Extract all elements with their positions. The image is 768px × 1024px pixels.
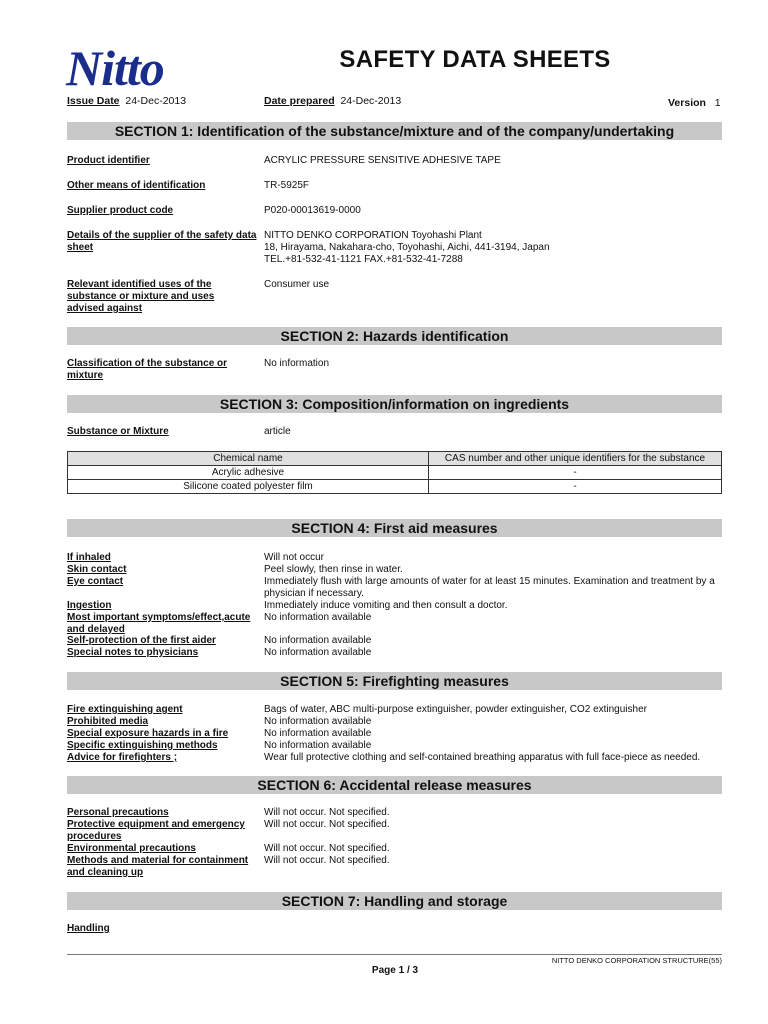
containment-methods-label: Methods and material for containment and cleaning up [67,855,249,878]
table-cell: Acrylic adhesive [68,466,429,480]
self-protection-value: No information available [264,635,372,646]
issue-date-label: Issue Date [67,95,120,107]
date-prepared-value: 24-Dec-2013 [340,95,402,107]
containment-methods-value: Will not occur. Not specified. [264,855,390,866]
inhaled-label: If inhaled [67,552,111,563]
table-row [68,480,722,494]
other-means-value: TR-5925F [264,180,310,191]
firefighter-advice-value: Wear full protective clothing and self-contained breathing apparatus with full face-piece as needed. [264,752,701,763]
classification-value: No information [264,358,330,369]
uses-label: Relevant identified uses of the substance or mixture and uses advised against [67,279,215,314]
supplier-details-label: Details of the supplier of the safety data sheet [67,230,257,253]
self-protection-label: Self-protection of the first aider [67,635,216,646]
symptoms-value: No information available [264,612,372,623]
ingestion-label: Ingestion [67,600,112,611]
section-1-header: SECTION 1: Identification of the substance/mixture and of the company/undertaking [67,122,722,140]
section-5-header: SECTION 5: Firefighting measures [67,672,722,690]
eye-contact-value: Immediately flush with large amounts of water for at least 15 minutes. Examination and treatment by a physician if necessary. [264,576,715,599]
supplier-line-3: TEL.+81-532-41-1121 FAX.+81-532-41-7288 [264,254,463,265]
supplier-code-label: Supplier product code [67,205,174,216]
section-4-header: SECTION 4: First aid measures [67,519,722,537]
environmental-precautions-value: Will not occur. Not specified. [264,843,390,854]
table-cell: - [429,480,722,494]
skin-contact-label: Skin contact [67,564,127,575]
other-means-label: Other means of identification [67,180,206,191]
protective-equipment-label: Protective equipment and emergency procedures [67,819,245,842]
column-header-chemical-name: Chemical name [68,452,429,466]
supplier-line-1: NITTO DENKO CORPORATION Toyohashi Plant [264,230,482,241]
extinguishing-methods-label: Specific extinguishing methods [67,740,218,751]
environmental-precautions-label: Environmental precautions [67,843,196,854]
uses-value: Consumer use [264,279,330,290]
issue-date [67,95,186,107]
issue-date-value: 24-Dec-2013 [125,95,187,107]
version [668,97,721,109]
product-identifier-label: Product identifier [67,155,150,166]
firefighter-advice-label: Advice for firefighters ; [67,752,178,763]
nitto-logo: Nitto [66,40,164,96]
extinguishing-methods-value: No information available [264,740,372,751]
footer-company: NITTO DENKO CORPORATION STRUCTURE(55) [551,956,722,965]
extinguishing-agent-value: Bags of water, ABC multi-purpose extinguisher, powder extinguisher, CO2 extinguisher [264,704,647,715]
section-3-header: SECTION 3: Composition/information on ingredients [67,395,722,413]
eye-contact-label: Eye contact [67,576,124,587]
substance-label: Substance or Mixture [67,426,169,437]
prohibited-media-label: Prohibited media [67,716,149,727]
protective-equipment-value: Will not occur. Not specified. [264,819,390,830]
physician-notes-label: Special notes to physicians [67,647,199,658]
product-identifier-value: ACRYLIC PRESSURE SENSITIVE ADHESIVE TAPE [264,155,501,166]
ingestion-value: Immediately induce vomiting and then consult a doctor. [264,600,508,611]
version-value: 1 [714,97,721,109]
date-prepared [264,95,401,107]
table-cell: Silicone coated polyester film [68,480,429,494]
symptoms-label: Most important symptoms/effect,acute and delayed [67,612,251,635]
classification-label: Classification of the substance or mixture [67,358,228,381]
extinguishing-agent-label: Fire extinguishing agent [67,704,183,715]
table-cell: - [429,466,722,480]
inhaled-value: Will not occur [264,552,325,563]
section-6-header: SECTION 6: Accidental release measures [67,776,722,794]
exposure-hazards-value: No information available [264,728,372,739]
supplier-code-value: P020-00013619-0000 [264,205,361,216]
handling-label: Handling [67,923,110,934]
supplier-line-2: 18, Hirayama, Nakahara-cho, Toyohashi, Aichi, 441-3194, Japan [264,242,550,253]
personal-precautions-label: Personal precautions [67,807,169,818]
date-prepared-label: Date prepared [264,95,335,107]
document-title: SAFETY DATA SHEETS [339,46,611,73]
table-row [68,466,722,480]
physician-notes-value: No information available [264,647,372,658]
section-7-header: SECTION 7: Handling and storage [67,892,722,910]
exposure-hazards-label: Special exposure hazards in a fire [67,728,229,739]
page-number: Page 1 / 3 [371,965,419,976]
prohibited-media-value: No information available [264,716,372,727]
version-label: Version [668,97,706,109]
skin-contact-value: Peel slowly, then rinse in water. [264,564,403,575]
substance-value: article [264,426,291,437]
composition-table [67,451,722,494]
column-header-cas-number: CAS number and other unique identifiers for the substance [429,452,722,466]
section-2-header: SECTION 2: Hazards identification [67,327,722,345]
personal-precautions-value: Will not occur. Not specified. [264,807,390,818]
table-header-row [68,452,722,466]
footer-divider [67,954,722,955]
